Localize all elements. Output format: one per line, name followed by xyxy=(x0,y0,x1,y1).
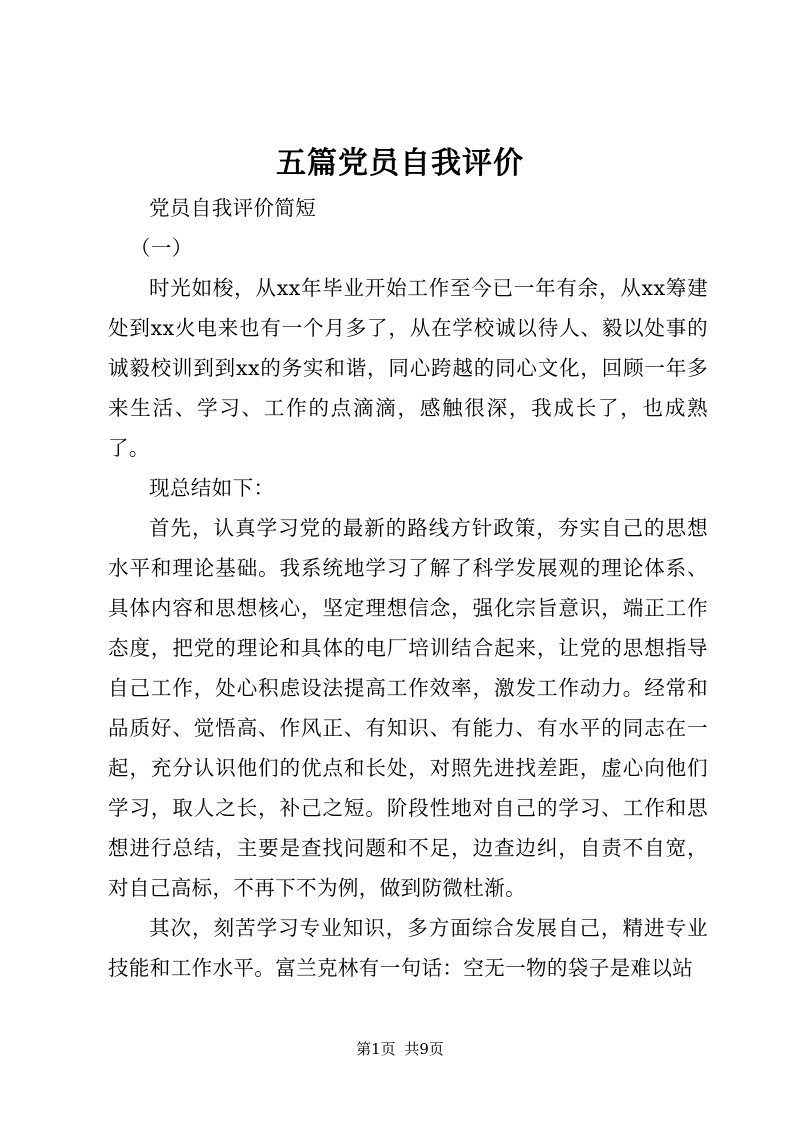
document-body xyxy=(108,188,708,988)
paragraph-2: 现总结如下： xyxy=(149,476,275,500)
page-number: 第1页 xyxy=(356,1040,396,1058)
section-marker: （一） xyxy=(130,236,193,260)
page-total: 共9页 xyxy=(404,1040,444,1058)
paragraph-3: 首先，认真学习党的最新的路线方针政策，夯实自己的思想水平和理论基础。我系统地学习了解了科学发展观的理论体系、具体内容和思想核心，坚定理想信念，强化宗旨意识，端正工作态度，把党的理论和具体的电厂培训结合起来，让党的思想指导自己工作，处心积虑设法提高工作效率，激发工作动力。经常和品质好、觉悟高、作风正、有知识、有能力、有水平的同志在一起，充分认识他们的优点和长处，对照先进找差距，虚心向他们学习，取人之长，补己之短。阶段性地对自己的学习、工作和思想进行总结，主要是查找问题和不足，边查边纠，自责不自宽，对自己高标，不再下不为例，做到防微杜渐。 xyxy=(108,516,708,900)
page-footer xyxy=(0,1038,800,1059)
paragraph-4: 其次，刻苦学习专业知识，多方面综合发展自己，精进专业技能和工作水平。富兰克林有一句话：空无一物的袋子是难以站 xyxy=(108,916,708,980)
document-title: 五篇党员自我评价 xyxy=(276,146,524,181)
document-subtitle: 党员自我评价简短 xyxy=(149,196,317,220)
paragraph-1: 时光如梭，从xx年毕业开始工作至今已一年有余，从xx筹建处到xx火电来也有一个月多了，从在学校诚以待人、毅以处事的诚毅校训到到xx的务实和谐，同心跨越的同心文化，回顾一年多来生活、学习、工作的点滴滴，感触很深，我成长了，也成熟了。 xyxy=(108,276,708,460)
